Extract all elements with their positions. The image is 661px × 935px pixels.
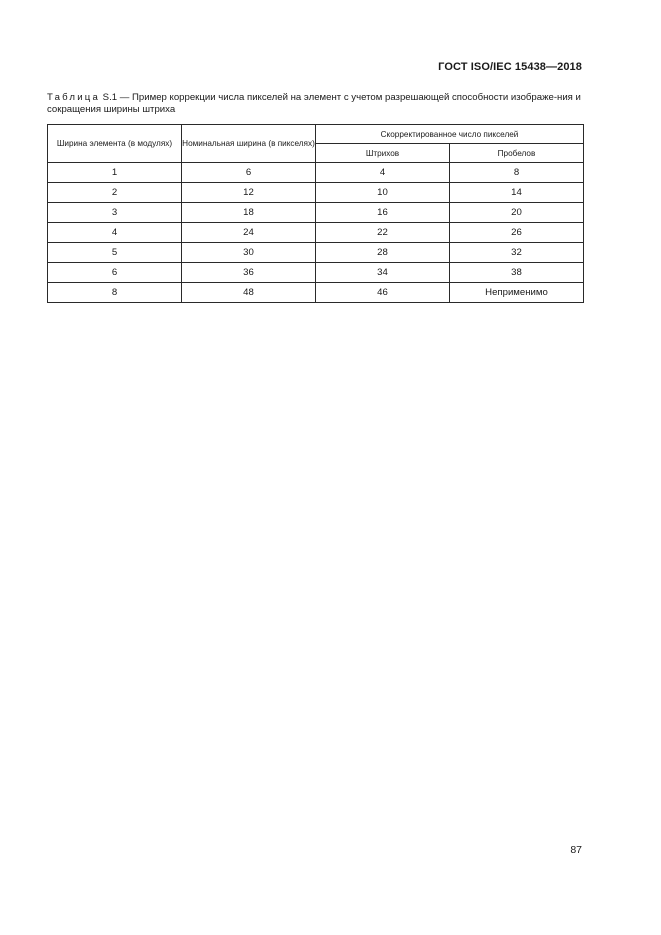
- cell-bars: 46: [316, 283, 450, 303]
- table-row: [48, 243, 584, 263]
- cell-bars: 4: [316, 163, 450, 183]
- header-bars: Штрихов: [316, 144, 450, 163]
- table-row: [48, 223, 584, 243]
- cell-spaces: 20: [450, 203, 584, 223]
- cell-nominal-width: 12: [182, 183, 316, 203]
- cell-bars: 34: [316, 263, 450, 283]
- cell-element-width: 2: [48, 183, 182, 203]
- header-nominal-width: Номинальная ширина (в пикселях): [182, 125, 316, 163]
- cell-spaces: Неприменимо: [450, 283, 584, 303]
- cell-element-width: 3: [48, 203, 182, 223]
- cell-spaces: 26: [450, 223, 584, 243]
- header-corrected-pixels: Скорректированное число пикселей: [316, 125, 584, 144]
- cell-element-width: 1: [48, 163, 182, 183]
- cell-element-width: 6: [48, 263, 182, 283]
- cell-element-width: 8: [48, 283, 182, 303]
- cell-nominal-width: 30: [182, 243, 316, 263]
- cell-nominal-width: 18: [182, 203, 316, 223]
- pixel-correction-table: [47, 124, 584, 303]
- page-number: 87: [570, 844, 582, 856]
- cell-spaces: 14: [450, 183, 584, 203]
- table-caption-label: Таблица: [47, 92, 101, 103]
- table-row: [48, 163, 584, 183]
- header-element-width: Ширина элемента (в модулях): [48, 125, 182, 163]
- cell-spaces: 38: [450, 263, 584, 283]
- cell-spaces: 8: [450, 163, 584, 183]
- cell-element-width: 5: [48, 243, 182, 263]
- table-row: [48, 203, 584, 223]
- cell-nominal-width: 48: [182, 283, 316, 303]
- header-spaces: Пробелов: [450, 144, 584, 163]
- cell-bars: 28: [316, 243, 450, 263]
- table-row: [48, 183, 584, 203]
- table-caption: [47, 92, 585, 116]
- table-row: [48, 263, 584, 283]
- table-row: [48, 283, 584, 303]
- cell-spaces: 32: [450, 243, 584, 263]
- cell-bars: 16: [316, 203, 450, 223]
- cell-bars: 10: [316, 183, 450, 203]
- cell-nominal-width: 36: [182, 263, 316, 283]
- cell-element-width: 4: [48, 223, 182, 243]
- table-body: [48, 163, 584, 303]
- cell-bars: 22: [316, 223, 450, 243]
- document-standard-header: ГОСТ ISO/IEC 15438—2018: [438, 61, 582, 73]
- cell-nominal-width: 6: [182, 163, 316, 183]
- cell-nominal-width: 24: [182, 223, 316, 243]
- table-caption-text: S.1 — Пример коррекции числа пикселей на элемент с учетом разрешающей способности изображе-ния и сокращения ширины штриха: [47, 92, 581, 115]
